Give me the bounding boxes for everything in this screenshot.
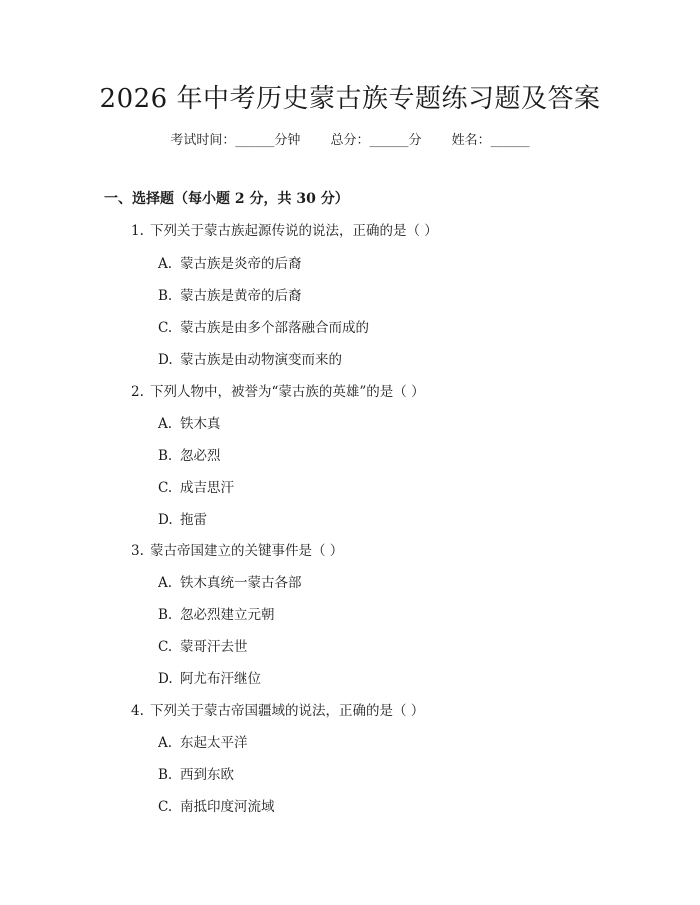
option-letter: D. xyxy=(158,512,173,528)
section-heading: 一、选择题（每小题 2 分，共 30 分） xyxy=(104,191,349,207)
option-letter: A. xyxy=(158,416,173,432)
option-text: 蒙哥汗去世 xyxy=(180,639,248,655)
exam-info-line xyxy=(0,131,700,151)
option-text: 蒙古族是炎帝的后裔 xyxy=(180,256,302,272)
option-letter: A. xyxy=(158,256,173,272)
option-letter: A. xyxy=(158,735,173,751)
option-text: 忽必烈 xyxy=(180,448,221,464)
question-1 xyxy=(131,221,438,241)
option-text: 蒙古族是由多个部落融合而成的 xyxy=(180,320,369,336)
option-text: 东起太平洋 xyxy=(180,735,248,751)
question-number: 2. xyxy=(131,384,144,400)
option-1a xyxy=(158,254,302,274)
option-letter: C. xyxy=(158,639,173,655)
option-text: 阿尤布汗继位 xyxy=(180,671,261,687)
question-2 xyxy=(131,382,425,402)
option-text: 西到东欧 xyxy=(180,767,234,783)
document-title: 2026 年中考历史蒙古族专题练习题及答案 xyxy=(99,84,601,114)
option-text: 南抵印度河流域 xyxy=(180,799,275,815)
option-letter: D. xyxy=(158,671,173,687)
option-letter: C. xyxy=(158,320,173,336)
option-letter: C. xyxy=(158,480,173,496)
option-text: 蒙古族是由动物演变而来的 xyxy=(180,352,342,368)
total-score-field: 总分：______分 xyxy=(330,133,422,148)
option-text: 铁木真 xyxy=(180,416,221,432)
question-text: 下列人物中，被誉为“蒙古族的英雄”的是（ ） xyxy=(150,384,425,400)
question-number: 3. xyxy=(131,543,144,559)
option-text: 忽必烈建立元朝 xyxy=(180,607,275,623)
option-text: 成吉思汗 xyxy=(180,480,234,496)
question-text: 下列关于蒙古族起源传说的说法，正确的是（ ） xyxy=(150,223,438,239)
question-text: 蒙古帝国建立的关键事件是（ ） xyxy=(150,543,344,559)
option-1c xyxy=(158,318,369,338)
question-4 xyxy=(131,701,424,721)
question-number: 4. xyxy=(131,703,144,719)
option-letter: A. xyxy=(158,575,173,591)
option-text: 蒙古族是黄帝的后裔 xyxy=(180,288,302,304)
option-2a xyxy=(158,414,221,434)
student-name-field: 姓名：______ xyxy=(451,133,530,148)
option-text: 铁木真统一蒙古各部 xyxy=(180,575,302,591)
option-1b xyxy=(158,286,302,306)
option-letter: C. xyxy=(158,799,173,815)
option-letter: D. xyxy=(158,352,173,368)
option-2b xyxy=(158,446,221,466)
option-2d xyxy=(158,510,207,530)
option-3a xyxy=(158,573,302,593)
option-4a xyxy=(158,733,248,753)
option-3c xyxy=(158,637,248,657)
option-4c xyxy=(158,797,275,817)
option-2c xyxy=(158,478,234,498)
question-text: 下列关于蒙古帝国疆域的说法，正确的是（ ） xyxy=(150,703,425,719)
question-3 xyxy=(131,541,343,561)
option-letter: B. xyxy=(158,607,173,623)
option-letter: B. xyxy=(158,288,173,304)
option-3d xyxy=(158,669,261,689)
exam-time-field: 考试时间：______分钟 xyxy=(170,133,301,148)
option-letter: B. xyxy=(158,767,173,783)
option-1d xyxy=(158,350,342,370)
option-letter: B. xyxy=(158,448,173,464)
option-3b xyxy=(158,605,275,625)
question-number: 1. xyxy=(131,223,144,239)
option-4b xyxy=(158,765,234,785)
option-text: 拖雷 xyxy=(180,512,207,528)
